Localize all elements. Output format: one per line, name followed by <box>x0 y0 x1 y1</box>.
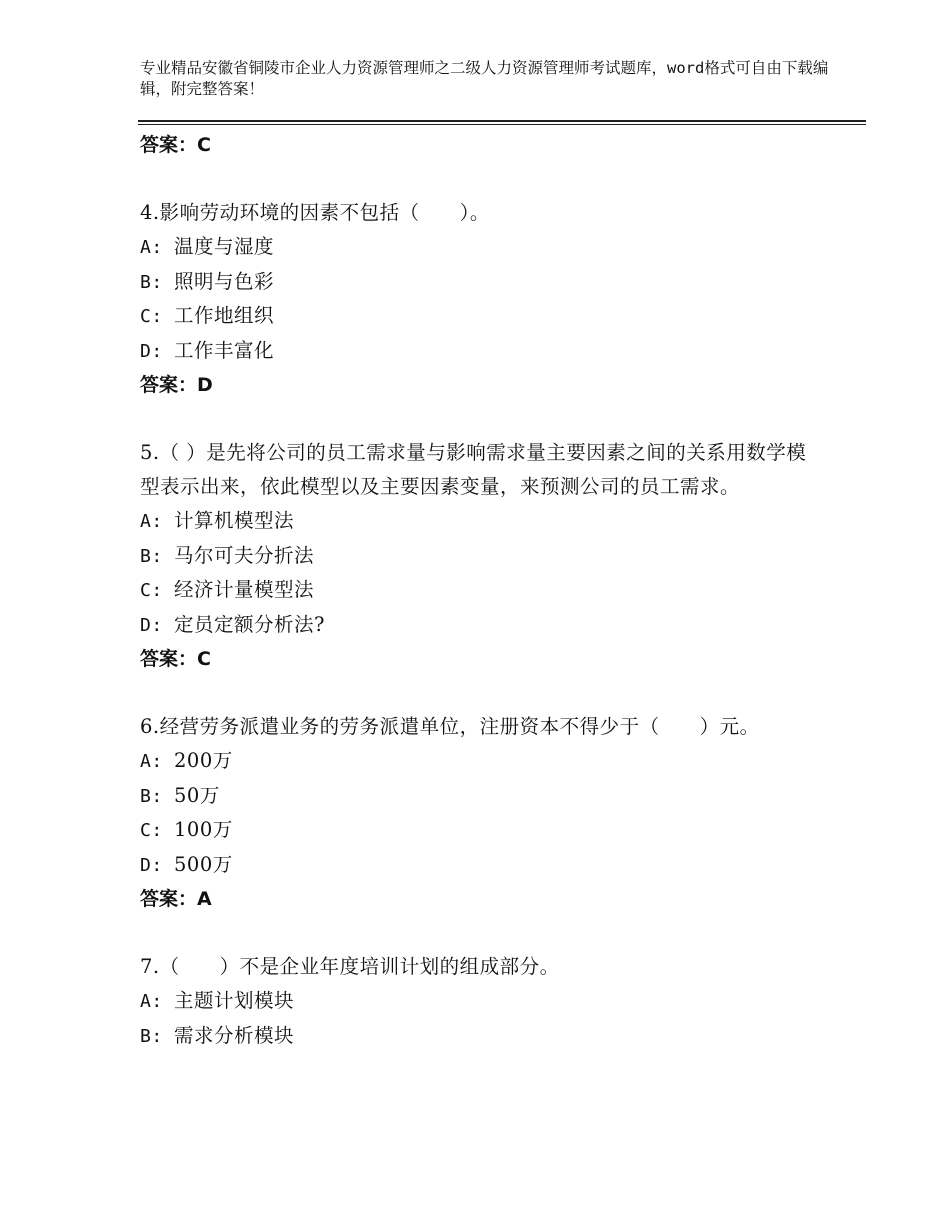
header-divider <box>138 120 866 125</box>
option-b <box>140 1019 820 1054</box>
option-text: 主题计划模块 <box>174 989 295 1012</box>
question-6 <box>140 710 820 916</box>
option-text: 定员定额分析法? <box>174 612 325 636</box>
option-key: B: <box>140 271 163 293</box>
option-text: 需求分析模块 <box>174 1023 295 1047</box>
option-key: C: <box>140 580 163 601</box>
option-a <box>140 230 820 265</box>
option-d <box>140 334 820 369</box>
option-c <box>140 813 820 848</box>
option-a <box>140 984 820 1019</box>
option-b <box>140 779 820 814</box>
header-title: 专业精品安徽省铜陵市企业人力资源管理师之二级人力资源管理师考试题库，word格式可自由下载编辑，附完整答案！ <box>140 59 829 98</box>
answer-line: 答案：C <box>140 648 211 670</box>
option-d <box>140 848 820 883</box>
option-text: 50万 <box>174 783 220 807</box>
question-text: 4.影响劳动环境的因素不包括（ ）。 <box>140 201 490 224</box>
option-key: A: <box>140 237 163 258</box>
option-key: C: <box>140 820 163 841</box>
option-key: A: <box>140 751 163 772</box>
document-body <box>140 128 820 1053</box>
option-key: A: <box>140 511 163 532</box>
option-text: 照明与色彩 <box>174 269 275 293</box>
option-c <box>140 299 820 334</box>
option-a <box>140 504 820 539</box>
option-key: A: <box>140 991 163 1012</box>
option-b <box>140 265 820 300</box>
option-key: B: <box>140 1025 163 1047</box>
answer-line: 答案：D <box>140 374 213 396</box>
option-text: 100万 <box>174 818 233 841</box>
option-key: D: <box>140 340 163 362</box>
option-text: 500万 <box>174 852 233 876</box>
option-text: 马尔可夫分折法 <box>174 543 315 567</box>
question-5 <box>140 436 820 676</box>
option-a <box>140 744 820 779</box>
option-b <box>140 539 820 574</box>
option-key: B: <box>140 785 163 807</box>
option-key: D: <box>140 614 163 636</box>
answer-line: 答案：A <box>140 888 212 910</box>
option-text: 200万 <box>174 749 233 772</box>
option-c <box>140 573 820 608</box>
option-text: 工作丰富化 <box>174 338 275 362</box>
option-key: B: <box>140 545 163 567</box>
option-d <box>140 608 820 643</box>
page-header <box>140 58 840 100</box>
question-4 <box>140 196 820 402</box>
option-key: C: <box>140 306 163 327</box>
question-text: 6.经营劳务派遣业务的劳务派遣单位，注册资本不得少于（ ）元。 <box>140 715 760 738</box>
option-key: D: <box>140 854 163 876</box>
option-text: 工作地组织 <box>174 304 275 327</box>
question-7 <box>140 950 820 1053</box>
option-text: 计算机模型法 <box>174 509 295 532</box>
option-text: 温度与湿度 <box>174 235 275 258</box>
answer-line: 答案：C <box>140 134 211 156</box>
option-text: 经济计量模型法 <box>174 578 315 601</box>
question-text: 7.（ ）不是企业年度培训计划的组成部分。 <box>140 955 560 978</box>
question-text: 5.（ ）是先将公司的员工需求量与影响需求量主要因素之间的关系用数学模型表示出来，依此模型以及主要因素变量，来预测公司的员工需求。 <box>140 441 807 498</box>
